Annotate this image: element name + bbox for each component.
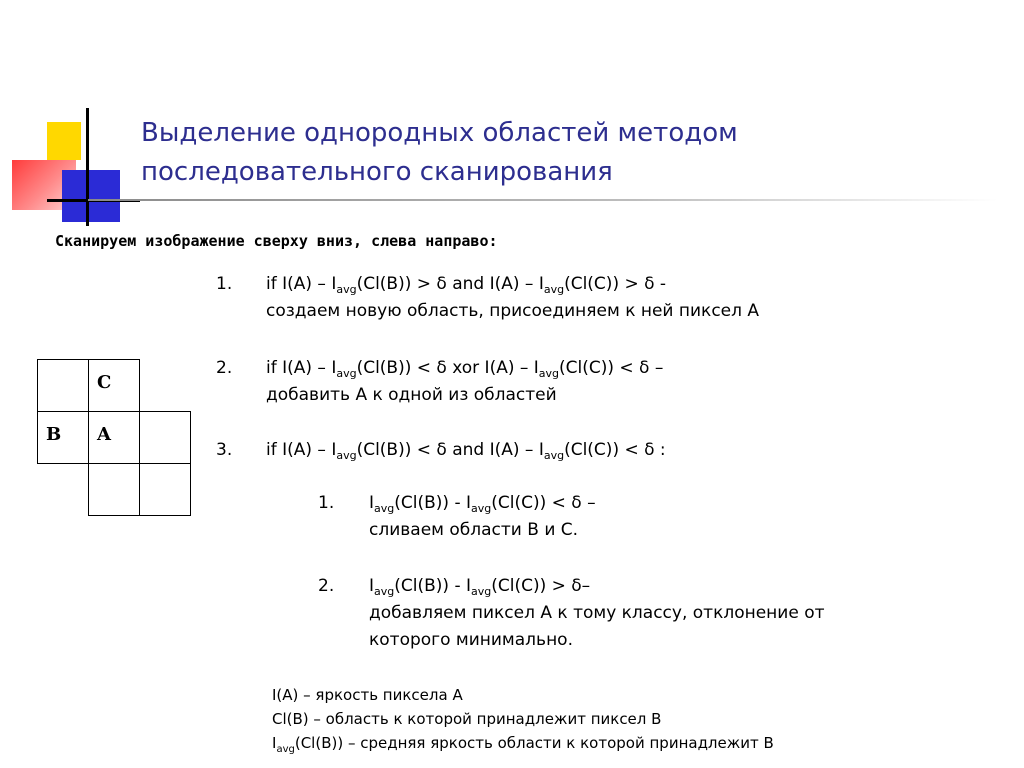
logo-yellow-square: [47, 122, 81, 160]
list-item-action: создаем новую область, присоединяем к ней пиксел A: [266, 301, 760, 321]
sub-list-item-number: 1.: [318, 493, 335, 513]
slide-title-line-1: Выделение однородных областей методом: [141, 118, 738, 148]
title-divider: [88, 199, 998, 201]
grid-cell-b: [38, 412, 89, 464]
sub-list-item-action: добавляем пиксел A к тому классу, отклонение от: [369, 603, 825, 623]
notation-legend: [272, 683, 774, 755]
legend-line-1: I(A) – яркость пиксела A: [272, 686, 463, 704]
list-item-condition: if $I(A) - I_{avg}(Cl(B)) < \delta$ and $I(A) - I_{avg}(Cl(C)) < \delta$ :: [266, 440, 666, 462]
grid-cell-bottom-right: [140, 464, 191, 516]
grid-label-c: C: [97, 372, 112, 393]
grid-cell-top-left: [38, 360, 89, 412]
grid-label-a: A: [97, 424, 111, 445]
scan-direction-subtitle: Сканируем изображение сверху вниз, слева направо:: [55, 232, 498, 250]
legend-line-3: $I_{avg}(Cl(B))$ – средняя яркость области к которой принадлежит B: [272, 734, 774, 755]
grid-cell-bottom-middle: [89, 464, 140, 516]
grid-cell-a: [89, 412, 140, 464]
sub-list-item-body: [369, 573, 825, 654]
list-item-body: [266, 437, 666, 464]
list-item-number: 2.: [216, 358, 233, 378]
logo-blue-square: [62, 170, 120, 222]
list-item-number: 1.: [216, 274, 233, 294]
list-item-action: добавить A к одной из областей: [266, 385, 557, 405]
sub-list-item-action: сливаем области B и C.: [369, 520, 579, 540]
list-item-body: [266, 271, 759, 325]
grid-cell-empty: [38, 464, 89, 516]
sub-list-item-number: 2.: [318, 576, 335, 596]
grid-cell-empty: [140, 360, 191, 412]
slide-logo: [0, 0, 140, 240]
slide-title-line-2: последовательного сканирования: [141, 157, 613, 187]
grid-cell-c: [89, 360, 140, 412]
list-item-condition: if $I(A) - I_{avg}(Cl(B)) > \delta$ and $I(A) - I_{avg}(Cl(C)) > \delta$ -: [266, 274, 667, 296]
slide-title: [141, 114, 941, 192]
list-item-condition: if $I(A) - I_{avg}(Cl(B)) < \delta$ xor $I(A) - I_{avg}(Cl(C)) < \delta$ –: [266, 358, 664, 380]
sub-list-item-condition: $I_{avg}(Cl(B)) - I_{avg}(Cl(C)) > \delta-$: [369, 576, 591, 598]
sub-list-item-condition: $I_{avg}(Cl(B)) - I_{avg}(Cl(C)) < \delta$ –: [369, 493, 596, 515]
sub-list-item-body: [369, 490, 596, 544]
logo-vertical-line: [86, 108, 89, 226]
list-item-body: [266, 355, 663, 409]
grid-cell-middle-right: [140, 412, 191, 464]
legend-line-2: Cl(B) – область к которой принадлежит пиксел B: [272, 710, 662, 728]
pixel-neighbourhood-grid: [37, 359, 191, 516]
grid-label-b: B: [46, 424, 62, 445]
list-item-number: 3.: [216, 440, 233, 460]
sub-list-item-action-continued: которого минимально.: [369, 630, 573, 650]
